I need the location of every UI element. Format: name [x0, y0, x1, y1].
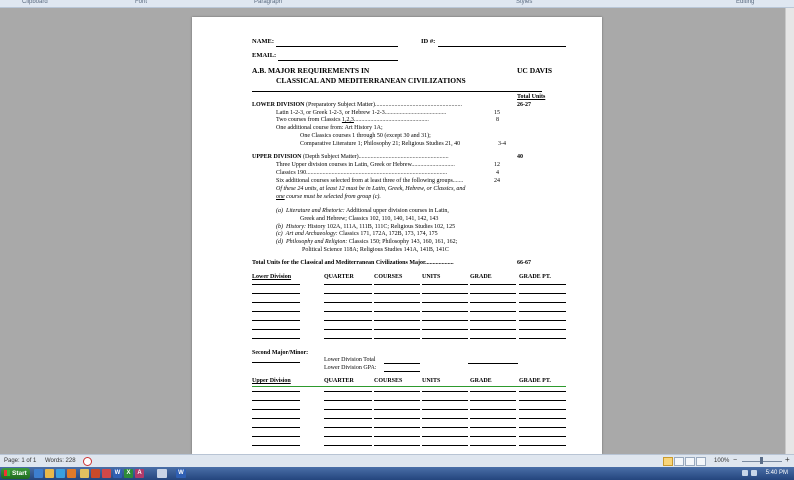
blank-entry-line[interactable] [324, 338, 372, 339]
blank-entry-line[interactable] [519, 436, 566, 437]
lower-units-header: UNITS [422, 274, 441, 280]
total-units-value: 66-67 [517, 260, 531, 266]
blank-entry-line[interactable] [324, 284, 372, 285]
name-label: NAME: [252, 38, 275, 45]
blank-entry-line[interactable] [324, 302, 372, 303]
explorer-icon[interactable] [45, 469, 54, 478]
lower-line-4: One Classics courses 1 through 50 (except 30 and 31); [300, 133, 431, 139]
blank-entry-line[interactable] [422, 338, 468, 339]
group-d: (d) Philosophy and Religion: Classics 150; Philosophy 143, 160, 161, 162; [276, 239, 458, 245]
blank-entry-line[interactable] [470, 302, 516, 303]
blank-entry-line[interactable] [519, 293, 566, 294]
name-field[interactable] [276, 46, 398, 47]
blank-entry-line[interactable] [324, 391, 372, 392]
page-title-line1: A.B. MAJOR REQUIREMENTS IN [252, 66, 370, 75]
upper-note-1: Of these 24 units, at least 12 must be in Latin, Greek, Hebrew, or Classics, and [276, 186, 466, 192]
blank-entry-line[interactable] [422, 302, 468, 303]
blank-entry-line[interactable] [519, 400, 566, 401]
university-name: UC DAVIS [517, 66, 553, 75]
email-field[interactable] [278, 60, 398, 61]
upper-division-heading [252, 154, 449, 160]
upper-line-2-units: 4 [496, 170, 499, 176]
upper-division-note: (Depth Subject Matter)............................................................ [301, 154, 449, 160]
blank-entry-line[interactable] [519, 445, 566, 446]
blank-entry-line[interactable] [519, 338, 566, 339]
blank-entry-line[interactable] [470, 284, 516, 285]
ribbon-group-font[interactable]: Font [135, 0, 148, 5]
image-viewer-icon[interactable] [157, 469, 167, 478]
upper-line-1: Three Upper division courses in Latin, Greek or Hebrew............................. [276, 162, 455, 168]
blank-entry-line[interactable] [374, 311, 420, 312]
blank-entry-line[interactable] [252, 302, 300, 303]
blank-entry-line[interactable] [374, 409, 420, 410]
total-units-header: Total Units [517, 94, 546, 100]
upper-line-2: Classics 190.............................................................................................. [276, 170, 448, 176]
blank-entry-line[interactable] [422, 329, 468, 330]
upper-division-units: 40 [517, 154, 523, 160]
lower-courses-header: COURSES [374, 274, 403, 280]
upper-gradept-header: GRADE PT. [519, 378, 551, 384]
blank-entry-line[interactable] [252, 418, 300, 419]
folder-icon[interactable] [80, 469, 89, 478]
network-icon[interactable] [742, 470, 748, 476]
lower-division-note: (Preparatory Subject Matter).......................................................... [304, 102, 462, 108]
group-d-cont: Political Science 118A; Religious Studies 141A, 141B, 141C [302, 247, 449, 253]
blank-entry-line[interactable] [519, 391, 566, 392]
upper-line-1-units: 12 [494, 162, 500, 168]
clock[interactable]: 5:40 PM [765, 470, 788, 476]
blank-entry-line[interactable] [470, 427, 516, 428]
blank-entry-line[interactable] [324, 409, 372, 410]
blank-entry-line[interactable] [324, 445, 372, 446]
access-icon[interactable]: A [135, 469, 144, 478]
lower-total-label: Lower Division Total [324, 357, 376, 363]
upper-table-label: Upper Division [252, 378, 291, 384]
lower-gpa-label: Lower Division GPA: [324, 365, 377, 371]
total-units-label: Total Units for the Classical and Mediterranean Civilizations Major................... [252, 260, 454, 266]
blank-entry-line[interactable] [519, 329, 566, 330]
blank-entry-line[interactable] [324, 311, 372, 312]
lower-line-1-units: 15 [494, 110, 500, 116]
lower-gpa-field[interactable] [384, 371, 420, 372]
lower-total-grade-field[interactable] [468, 363, 518, 364]
blank-entry-line[interactable] [422, 284, 468, 285]
word-window-icon[interactable]: W [176, 469, 186, 478]
lower-total-field[interactable] [384, 363, 420, 364]
zoom-in-icon[interactable]: + [785, 455, 790, 464]
blank-entry-line[interactable] [374, 320, 420, 321]
lower-line-1: Latin 1-2-3, or Greek 1-2-3, or Hebrew 1-2-3......................................... [276, 110, 447, 116]
blank-entry-line[interactable] [470, 329, 516, 330]
blank-entry-line[interactable] [374, 329, 420, 330]
blank-entry-line[interactable] [470, 311, 516, 312]
taskbar [0, 467, 794, 480]
blank-entry-line[interactable] [422, 409, 468, 410]
blank-entry-line[interactable] [519, 284, 566, 285]
blank-entry-line[interactable] [470, 320, 516, 321]
upper-grade-header: GRADE [470, 378, 492, 384]
blank-entry-line[interactable] [252, 338, 300, 339]
blank-entry-line[interactable] [324, 329, 372, 330]
blank-entry-line[interactable] [374, 400, 420, 401]
blank-entry-line[interactable] [374, 445, 420, 446]
word-icon[interactable]: W [114, 470, 121, 476]
lower-line-5-units: 3-4 [498, 141, 506, 147]
full-screen-icon[interactable] [674, 457, 684, 466]
group-a-cont: Greek and Hebrew; Classics 102, 110, 140, 141, 142, 143 [300, 216, 439, 222]
zoom-slider-thumb[interactable] [760, 457, 763, 464]
blank-entry-line[interactable] [422, 311, 468, 312]
blank-entry-line[interactable] [374, 284, 420, 285]
blank-entry-line[interactable] [252, 409, 300, 410]
blank-entry-line[interactable] [422, 320, 468, 321]
outline-icon[interactable] [696, 457, 706, 466]
blank-entry-line[interactable] [374, 391, 420, 392]
upper-quarter-header: QUARTER [324, 378, 354, 384]
second-major-field[interactable] [252, 362, 300, 363]
upper-courses-header: COURSES [374, 378, 403, 384]
blank-entry-line[interactable] [374, 418, 420, 419]
blank-entry-line[interactable] [252, 293, 300, 294]
group-c: (c) Art and Archaeology: Classics 171, 172A, 172B, 173, 174, 175 [276, 231, 438, 237]
blank-entry-line[interactable] [470, 436, 516, 437]
blank-entry-line[interactable] [519, 409, 566, 410]
blank-entry-line[interactable] [422, 436, 468, 437]
print-layout-icon[interactable] [663, 457, 673, 466]
status-bar [0, 454, 794, 467]
blank-entry-line[interactable] [252, 427, 300, 428]
vertical-scrollbar[interactable] [785, 8, 794, 454]
blank-entry-line[interactable] [374, 427, 420, 428]
grammar-underline [252, 386, 566, 387]
blank-entry-line[interactable] [422, 427, 468, 428]
lower-division-heading [252, 102, 462, 108]
blank-entry-line[interactable] [470, 418, 516, 419]
zoom-level[interactable]: 100% [714, 458, 730, 464]
blank-entry-line[interactable] [470, 391, 516, 392]
pdf-icon[interactable] [91, 469, 100, 478]
document-page[interactable] [192, 17, 602, 454]
start-button[interactable]: Start [1, 468, 30, 479]
id-field[interactable] [438, 46, 566, 47]
blank-entry-line[interactable] [324, 293, 372, 294]
lower-division-title: LOWER DIVISION [252, 102, 305, 108]
lower-gradept-header: GRADE PT. [519, 274, 551, 280]
blank-entry-line[interactable] [374, 338, 420, 339]
upper-units-header: UNITS [422, 378, 441, 384]
blank-entry-line[interactable] [470, 338, 516, 339]
media-icon[interactable] [67, 469, 76, 478]
blank-entry-line[interactable] [470, 400, 516, 401]
lower-line-5: Comparative Literature 1; Philosophy 21; Religious Studies 21, 40 [300, 141, 461, 147]
title-divider [252, 91, 542, 92]
blank-entry-line[interactable] [422, 391, 468, 392]
upper-division-title: UPPER DIVISION [252, 154, 302, 160]
lower-division-units: 26-27 [517, 102, 531, 108]
blank-entry-line[interactable] [422, 400, 468, 401]
windows-flag-icon [4, 470, 10, 476]
page-title-line2: CLASSICAL AND MEDITERRANEAN CIVILIZATIONS [276, 76, 466, 85]
blank-entry-line[interactable] [422, 293, 468, 294]
id-label: ID #: [421, 38, 436, 45]
ribbon-group-editing[interactable]: Editing [736, 0, 755, 5]
blank-entry-line[interactable] [252, 391, 300, 392]
page-count[interactable]: Page: 1 of 1 [4, 458, 37, 464]
upper-line-3: Six additional courses selected from at least three of the following groups....... [276, 178, 464, 184]
blank-entry-line[interactable] [519, 427, 566, 428]
zoom-out-icon[interactable]: − [733, 457, 738, 464]
office-icon[interactable] [102, 469, 111, 478]
lower-grade-header: GRADE [470, 274, 492, 280]
blank-entry-line[interactable] [422, 445, 468, 446]
show-desktop-icon[interactable] [34, 469, 43, 478]
second-major-label: Second Major/Minor: [252, 350, 309, 356]
blank-entry-line[interactable] [470, 409, 516, 410]
blank-entry-line[interactable] [422, 418, 468, 419]
lower-line-3: One additional course from: Art History 1A; [276, 125, 383, 131]
proofing-icon[interactable] [83, 457, 92, 466]
blank-entry-line[interactable] [374, 293, 420, 294]
browser-icon[interactable] [56, 469, 65, 478]
word-count[interactable]: Words: 228 [45, 458, 76, 464]
blank-entry-line[interactable] [324, 436, 372, 437]
blank-entry-line[interactable] [519, 311, 566, 312]
blank-entry-line[interactable] [252, 320, 300, 321]
volume-icon[interactable] [751, 470, 757, 476]
lower-line-2: Two courses from Classics 1,2,3.................................................. [276, 117, 429, 123]
upper-line-3-units: 24 [494, 178, 500, 184]
blank-entry-line[interactable] [519, 320, 566, 321]
ribbon-group-paragraph[interactable]: Paragraph [254, 0, 283, 5]
blank-entry-line[interactable] [470, 293, 516, 294]
ribbon-group-clipboard[interactable]: Clipboard [22, 0, 48, 5]
blank-entry-line[interactable] [324, 418, 372, 419]
classics-course-link[interactable]: 1,2,3 [341, 117, 354, 123]
blank-entry-line[interactable] [252, 445, 300, 446]
group-b: (b) History: History 102A, 111A, 111B, 111C; Religious Studies 102, 125 [276, 224, 456, 230]
blank-entry-line[interactable] [324, 427, 372, 428]
excel-icon[interactable]: X [124, 469, 133, 478]
blank-entry-line[interactable] [252, 400, 300, 401]
blank-entry-line[interactable] [324, 320, 372, 321]
email-label: EMAIL: [252, 52, 277, 59]
blank-entry-line[interactable] [252, 329, 300, 330]
blank-entry-line[interactable] [519, 302, 566, 303]
blank-entry-line[interactable] [324, 400, 372, 401]
blank-entry-line[interactable] [252, 436, 300, 437]
blank-entry-line[interactable] [374, 302, 420, 303]
blank-entry-line[interactable] [470, 445, 516, 446]
blank-entry-line[interactable] [252, 311, 300, 312]
ribbon [0, 0, 794, 8]
lower-line-2-units: 8 [496, 117, 499, 123]
web-layout-icon[interactable] [685, 457, 695, 466]
group-a: (a) Literature and Rhetoric: Additional upper division courses in Latin, [276, 208, 449, 214]
upper-note-2: one course must be selected from group (c). [276, 194, 381, 200]
ribbon-group-styles[interactable]: Styles [516, 0, 533, 5]
blank-entry-line[interactable] [519, 418, 566, 419]
blank-entry-line[interactable] [252, 284, 300, 285]
blank-entry-line[interactable] [374, 436, 420, 437]
lower-table-label: Lower Division [252, 274, 292, 280]
lower-quarter-header: QUARTER [324, 274, 354, 280]
